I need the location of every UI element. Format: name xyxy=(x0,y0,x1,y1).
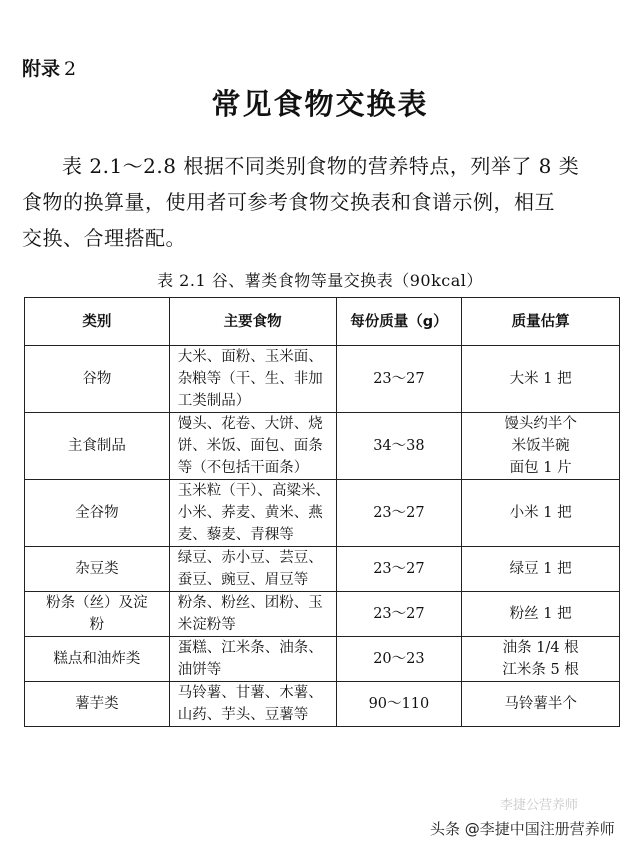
cell-foods-line: 蚕豆、豌豆、眉豆等 xyxy=(177,572,309,588)
cell-estimate-line: 马铃薯半个 xyxy=(504,696,577,712)
page-title: 常见食物交换表 xyxy=(211,87,429,121)
cell-foods xyxy=(169,480,336,547)
cell-foods xyxy=(169,592,336,637)
cell-category xyxy=(25,480,170,547)
cell-weight xyxy=(336,346,462,413)
cell-foods-line: 饼、米饭、面包、面条 xyxy=(177,438,323,454)
cell-category xyxy=(25,547,170,592)
cell-foods-line: 山药、芋头、豆薯等 xyxy=(177,707,309,723)
appendix-word: 附录 xyxy=(22,58,61,80)
header-foods: 主要食物 xyxy=(169,298,336,346)
cell-category xyxy=(25,682,170,727)
header-weight: 每份质量（g） xyxy=(336,298,462,346)
cell-foods xyxy=(169,637,336,682)
watermark-text: 头条 @李捷中国注册营养师 xyxy=(430,820,615,838)
cell-weight xyxy=(336,637,462,682)
table-caption: 表 2.1 谷、薯类食物等量交换表（90kcal） xyxy=(157,271,483,290)
cell-estimate-line: 馒头约半个 xyxy=(504,416,577,432)
header-category: 类别 xyxy=(25,298,170,346)
appendix-label xyxy=(22,54,76,81)
header-estimate: 质量估算 xyxy=(462,298,620,346)
cell-category xyxy=(25,346,170,413)
cell-category-line: 薯芋类 xyxy=(75,696,119,712)
intro-line: 表 2.1～2.8 根据不同类别食物的营养特点，列举了 8 类 xyxy=(62,154,580,178)
table-row xyxy=(25,547,620,592)
cell-estimate-line: 油条 1/4 根 xyxy=(502,640,579,656)
cell-foods-line: 小米、荞麦、黄米、燕 xyxy=(177,505,323,521)
table-body xyxy=(25,346,620,727)
cell-weight xyxy=(336,480,462,547)
cell-weight-line: 20～23 xyxy=(373,651,425,667)
watermark-logo: 李捷公营养师 xyxy=(500,798,579,813)
cell-foods xyxy=(169,346,336,413)
intro-paragraph xyxy=(22,148,622,256)
table-row xyxy=(25,637,620,682)
cell-estimate xyxy=(462,637,620,682)
cell-category-line: 谷物 xyxy=(82,371,112,387)
cell-weight-line: 23～27 xyxy=(373,561,425,577)
cell-weight-line: 23～27 xyxy=(373,505,425,521)
table-row xyxy=(25,346,620,413)
cell-foods-line: 米淀粉等 xyxy=(177,617,236,633)
cell-category-line: 杂豆类 xyxy=(75,561,119,577)
cell-foods xyxy=(169,682,336,727)
intro-line: 食物的换算量，使用者可参考食物交换表和食谱示例，相互 xyxy=(22,190,555,214)
cell-foods-line: 工类制品） xyxy=(177,393,251,409)
cell-estimate-line: 江米条 5 根 xyxy=(502,662,579,678)
cell-estimate xyxy=(462,592,620,637)
cell-foods xyxy=(169,413,336,480)
table-row xyxy=(25,413,620,480)
cell-estimate xyxy=(462,346,620,413)
table-row xyxy=(25,682,620,727)
cell-estimate-line: 大米 1 把 xyxy=(509,371,572,387)
cell-category xyxy=(25,413,170,480)
cell-weight-line: 23～27 xyxy=(373,606,425,622)
cell-estimate-line: 粉丝 1 把 xyxy=(509,606,572,622)
cell-foods-line: 玉米粒（干）、高粱米、 xyxy=(177,483,331,499)
cell-foods-line: 油饼等 xyxy=(177,662,222,678)
cell-estimate-line: 小米 1 把 xyxy=(509,505,572,521)
cell-estimate xyxy=(462,413,620,480)
intro-line: 交换、合理搭配。 xyxy=(22,226,186,250)
cell-weight-line: 34～38 xyxy=(373,438,425,454)
cell-category-line: 粉 xyxy=(89,617,105,633)
cell-weight xyxy=(336,547,462,592)
table-header-row xyxy=(25,298,620,346)
table-row xyxy=(25,480,620,547)
table-row xyxy=(25,592,620,637)
cell-category-line: 主食制品 xyxy=(67,438,126,454)
cell-estimate-line: 米饭半碗 xyxy=(511,438,570,454)
cell-foods-line: 马铃薯、甘薯、木薯、 xyxy=(177,685,323,701)
cell-weight xyxy=(336,413,462,480)
cell-foods-line: 麦、藜麦、青稞等 xyxy=(177,527,294,543)
cell-foods-line: 粉条、粉丝、团粉、玉 xyxy=(177,595,323,611)
cell-foods-line: 杂粮等（干、生、非加 xyxy=(177,371,323,387)
cell-estimate xyxy=(462,480,620,547)
cell-foods-line: 大米、面粉、玉米面、 xyxy=(177,349,323,365)
cell-weight xyxy=(336,592,462,637)
cell-weight-line: 90～110 xyxy=(368,696,430,712)
cell-category-line: 粉条（丝）及淀 xyxy=(46,595,148,611)
appendix-number: 2 xyxy=(64,58,77,80)
cell-category-line: 全谷物 xyxy=(75,505,119,521)
food-exchange-table xyxy=(24,297,620,727)
cell-estimate xyxy=(462,547,620,592)
cell-category xyxy=(25,592,170,637)
cell-estimate-line: 面包 1 片 xyxy=(509,460,572,476)
cell-estimate xyxy=(462,682,620,727)
cell-weight xyxy=(336,682,462,727)
cell-category-line: 糕点和油炸类 xyxy=(53,651,141,667)
cell-weight-line: 23～27 xyxy=(373,371,425,387)
cell-foods-line: 等（不包括干面条） xyxy=(177,460,309,476)
cell-category xyxy=(25,637,170,682)
cell-foods-line: 馒头、花卷、大饼、烧 xyxy=(177,416,323,432)
cell-foods xyxy=(169,547,336,592)
cell-foods-line: 蛋糕、江米条、油条、 xyxy=(177,640,323,656)
cell-foods-line: 绿豆、赤小豆、芸豆、 xyxy=(177,550,323,566)
cell-estimate-line: 绿豆 1 把 xyxy=(509,561,572,577)
